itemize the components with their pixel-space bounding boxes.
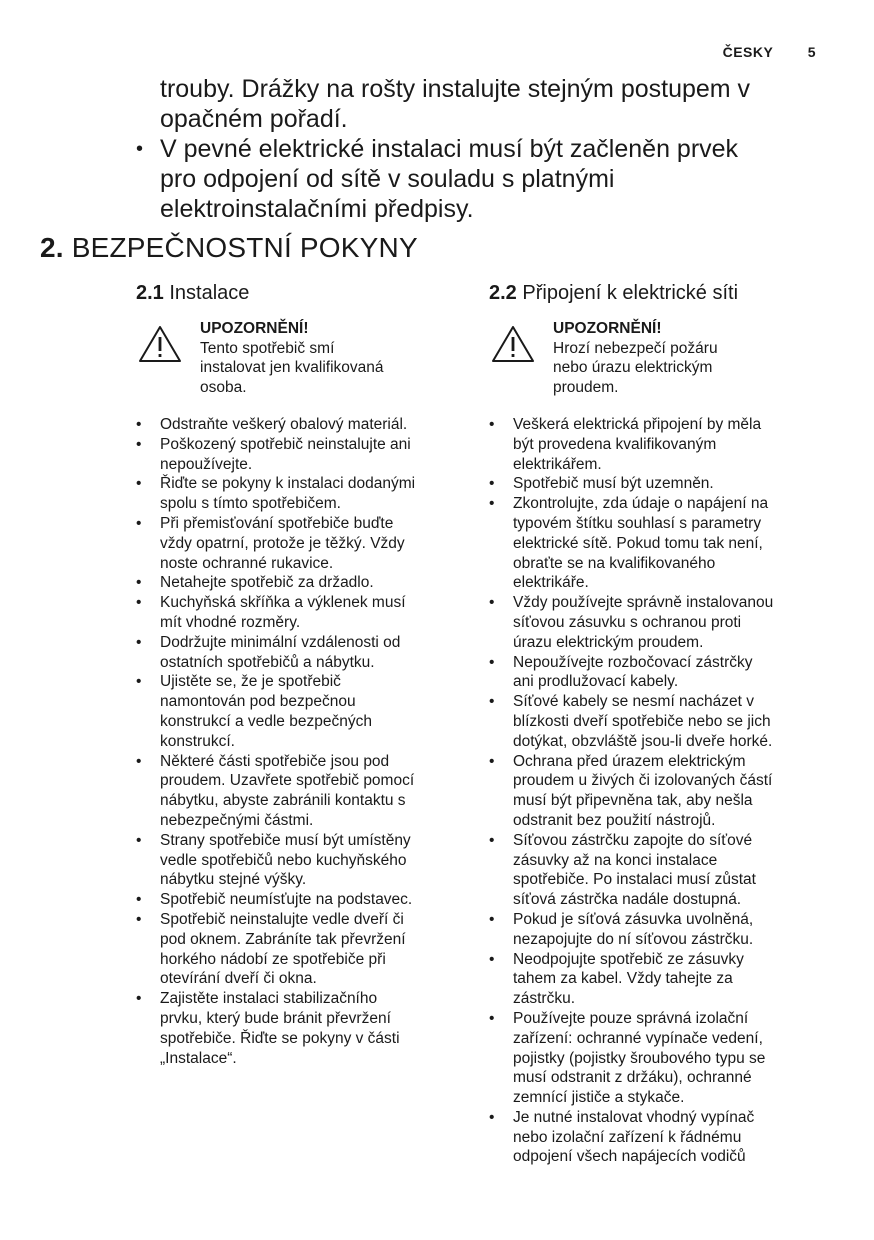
list-item-line: proudem. Uzavřete spotřebič pomocí: [160, 772, 415, 790]
list-item-line: Síťové kabely se nesmí nacházet v: [513, 693, 755, 711]
list-item-line: nepoužívejte.: [160, 455, 253, 473]
list-item-line: Strany spotřebiče musí být umístěny: [160, 831, 411, 849]
bullet-symbol: •: [489, 752, 495, 770]
list-item-line: vždy opatrní, protože je těžký. Vždy: [160, 534, 405, 552]
bullet-symbol: •: [136, 673, 142, 691]
list-item-line: Zkontrolujte, zda údaje o napájení na: [513, 495, 769, 513]
bullet-symbol: •: [136, 435, 142, 453]
bullet-symbol: •: [136, 831, 142, 849]
list-item: [489, 653, 819, 693]
list-item-line: odpojení všech napájecích vodičů: [513, 1148, 746, 1166]
bullet-symbol: •: [489, 653, 495, 671]
bullet-symbol: •: [489, 831, 495, 849]
list-item-line: úrazu elektrickým proudem.: [513, 633, 704, 651]
bullet-symbol: •: [136, 891, 142, 909]
list-item-line: Netahejte spotřebič za držadlo.: [160, 574, 374, 592]
list-item-line: ostatních spotřebičů a nábytku.: [160, 653, 375, 671]
list-item: [489, 494, 819, 593]
list-item-line: konstrukcí a vedle bezpečných: [160, 712, 372, 730]
list-item: [489, 950, 819, 1009]
list-item: [489, 831, 819, 910]
list-item-line: Vždy používejte správně instalovanou: [513, 594, 774, 612]
list-item-line: konstrukcí.: [160, 732, 235, 750]
bullet-symbol: •: [489, 950, 495, 968]
list-item: [489, 415, 819, 474]
subsection-title: Připojení k elektrické síti: [522, 282, 739, 304]
bullet-symbol: •: [489, 910, 495, 928]
list-item-line: tahem za kabel. Vždy tahejte za: [513, 970, 733, 988]
list-item-line: dotýkat, obzvláště jsou-li dveře horké.: [513, 732, 773, 750]
list-item-line: nábytku stejné výšky.: [160, 871, 307, 889]
bullet-symbol: •: [136, 574, 142, 592]
list-item-line: Poškozený spotřebič neinstalujte ani: [160, 435, 411, 453]
list-item: [136, 514, 456, 573]
language-label: ČESKY: [722, 44, 774, 60]
warning-line: Tento spotřebič smí: [200, 339, 335, 357]
list-item-line: mít vhodné rozměry.: [160, 613, 301, 631]
list-item-line: Dodržujte minimální vzdálenosti od: [160, 633, 401, 651]
list-item-line: nebezpečnými částmi.: [160, 811, 314, 829]
list-item-line: musí odstranit z držáku), ochranné: [513, 1069, 752, 1087]
bullet-symbol: •: [136, 138, 144, 160]
list-item: [136, 890, 456, 910]
bullet-symbol: •: [489, 1108, 495, 1126]
list-item: [489, 910, 819, 950]
list-item-line: Zajistěte instalaci stabilizačního: [160, 990, 378, 1008]
list-item-line: Nepoužívejte rozbočovací zástrčky: [513, 653, 753, 671]
warning-line: osoba.: [200, 378, 247, 396]
subsection-title: Instalace: [169, 282, 250, 304]
list-item-line: síťovou zásuvku s ochranou proti: [513, 613, 742, 631]
intro-text: [136, 74, 836, 224]
list-item: [136, 415, 456, 435]
list-item-line: Ochrana před úrazem elektrickým: [513, 752, 746, 770]
list-item: [136, 831, 456, 890]
list-item: [136, 989, 456, 1068]
list-item-line: namontován pod bezpečnou: [160, 693, 356, 711]
list-item: [489, 1108, 819, 1167]
list-item: [489, 692, 819, 751]
intro-line: V pevné elektrické instalaci musí být začleněn prvek: [160, 135, 739, 163]
intro-line: pro odpojení od sítě v souladu s platnými: [160, 165, 615, 193]
bullet-symbol: •: [136, 475, 142, 493]
list-item-line: spotřebiče. Řiďte se pokyny v části: [160, 1029, 400, 1047]
intro-bullet: [136, 134, 836, 224]
list-item-line: horkého nádobí ze spotřebiče při: [160, 950, 386, 968]
list-item-line: ani prodlužovací kabely.: [513, 673, 679, 691]
list-item-line: Síťovou zástrčku zapojte do síťové: [513, 831, 753, 849]
bullet-symbol: •: [489, 1009, 495, 1027]
list-item-line: pojistky (pojistky šroubového typu se: [513, 1049, 766, 1067]
list-item-line: prvku, který bude bránit převržení: [160, 1009, 391, 1027]
list-item-line: zařízení: ochranné vypínače vedení,: [513, 1029, 763, 1047]
list-item-line: odstranit bez použití nástrojů.: [513, 811, 716, 829]
list-item-line: Veškerá elektrická připojení by měla: [513, 416, 762, 433]
warning-icon: [491, 325, 535, 363]
section-number: 2.: [40, 232, 64, 263]
list-item-line: nábytku, abyste zabránili kontaktu s: [160, 792, 406, 810]
list-item: [136, 435, 456, 475]
list-item-line: proudem u živých či izolovaných částí: [513, 772, 773, 790]
instruction-list: [136, 415, 456, 1068]
warning-line: instalovat jen kvalifikovaná: [200, 359, 384, 376]
list-item-line: síťová zástrčka nadále dostupná.: [513, 891, 742, 909]
bullet-symbol: •: [136, 514, 142, 532]
list-item: [136, 672, 456, 751]
list-item: [136, 474, 456, 514]
warning-title: UPOZORNĚNÍ!: [200, 320, 309, 337]
list-item-line: Při přemisťování spotřebiče buďte: [160, 514, 394, 532]
subsection-number: 2.2: [489, 282, 517, 304]
list-item-line: zástrčku.: [513, 990, 576, 1008]
bullet-symbol: •: [136, 752, 142, 770]
bullet-symbol: •: [489, 495, 495, 513]
bullet-symbol: •: [489, 475, 495, 493]
warning-icon: [138, 325, 182, 363]
list-item-line: Kuchyňská skříňka a výklenek musí: [160, 594, 406, 612]
section-heading: BEZPEČNOSTNÍ POKYNY: [71, 232, 418, 263]
bullet-symbol: •: [136, 633, 142, 651]
list-item-line: Je nutné instalovat vhodný vypínač: [513, 1108, 755, 1126]
warning-title: UPOZORNĚNÍ!: [553, 320, 662, 337]
warning-line: nebo úrazu elektrickým: [553, 359, 713, 376]
bullet-symbol: •: [489, 416, 495, 433]
list-item-line: elektrické sítě. Pokud tomu tak není,: [513, 534, 763, 552]
warning-box: [136, 319, 456, 397]
warning-box: [489, 319, 819, 397]
bullet-symbol: •: [136, 594, 142, 612]
list-item: [136, 910, 456, 989]
list-item-line: zásuvky až na konci instalace: [513, 851, 718, 869]
bullet-symbol: •: [489, 693, 495, 711]
list-item: [136, 593, 456, 633]
subsection-heading: [136, 282, 456, 305]
warning-line: Hrozí nebezpečí požáru: [553, 339, 718, 357]
bullet-symbol: •: [136, 416, 142, 433]
list-item-line: „Instalace“.: [160, 1049, 237, 1067]
instruction-list: [489, 415, 819, 1167]
list-item-line: spolu s tímto spotřebičem.: [160, 495, 341, 513]
page-number: 5: [807, 44, 816, 60]
column-electrical-connection: [489, 282, 819, 1167]
list-item-line: elektrikáře.: [513, 574, 589, 592]
list-item-line: Spotřebič musí být uzemněn.: [513, 475, 714, 493]
list-item-line: Řiďte se pokyny k instalaci dodanými: [160, 475, 416, 493]
bullet-symbol: •: [136, 990, 142, 1008]
list-item-line: elektrikářem.: [513, 455, 602, 473]
list-item-line: nebo izolační zařízení k řádnému: [513, 1128, 742, 1146]
subsection-heading: [489, 282, 819, 305]
list-item: [136, 752, 456, 831]
list-item-line: Odstraňte veškerý obalový materiál.: [160, 416, 408, 433]
list-item: [136, 573, 456, 593]
list-item-line: spotřebiče. Po instalaci musí zůstat: [513, 871, 756, 889]
list-item: [489, 1009, 819, 1108]
bullet-symbol: •: [489, 594, 495, 612]
list-item-line: Spotřebič neinstalujte vedle dveří či: [160, 910, 404, 928]
list-item-line: obraťte se na kvalifikovaného: [513, 554, 716, 572]
list-item: [489, 593, 819, 652]
list-item-line: Některé části spotřebiče jsou pod: [160, 752, 390, 770]
list-item-line: musí být připevněna tak, aby nešla: [513, 792, 753, 810]
list-item-line: zemnící jističe a stykače.: [513, 1089, 685, 1107]
intro-line: elektroinstalačními předpisy.: [160, 195, 474, 223]
column-installation: [136, 282, 456, 1068]
list-item-line: noste ochranné rukavice.: [160, 554, 334, 572]
list-item-line: vedle spotřebičů nebo kuchyňského: [160, 851, 407, 869]
list-item-line: Ujistěte se, že je spotřebič: [160, 673, 341, 691]
section-title: [40, 232, 418, 264]
subsection-number: 2.1: [136, 282, 164, 304]
list-item-line: otevírání dveří či okna.: [160, 970, 317, 988]
list-item-line: blízkosti dveří spotřebiče nebo se jich: [513, 712, 771, 730]
list-item-line: Spotřebič neumísťujte na podstavec.: [160, 891, 413, 909]
list-item: [489, 474, 819, 494]
list-item-line: pod oknem. Zabráníte tak převržení: [160, 930, 406, 948]
list-item-line: typovém štítku souhlasí s parametry: [513, 514, 762, 532]
bullet-symbol: •: [136, 910, 142, 928]
warning-line: proudem.: [553, 378, 619, 396]
list-item-line: nezapojujte do ní síťovou zástrčku.: [513, 930, 754, 948]
list-item-line: Neodpojujte spotřebič ze zásuvky: [513, 950, 744, 968]
page-header: [723, 44, 816, 60]
intro-line: trouby. Drážky na rošty instalujte stejným postupem v: [160, 75, 751, 103]
list-item-line: Pokud je síťová zásuvka uvolněná,: [513, 910, 754, 928]
list-item: [489, 752, 819, 831]
list-item: [136, 633, 456, 673]
list-item-line: být provedena kvalifikovaným: [513, 435, 717, 453]
list-item-line: Používejte pouze správná izolační: [513, 1009, 749, 1027]
intro-line: opačném pořadí.: [160, 105, 348, 133]
